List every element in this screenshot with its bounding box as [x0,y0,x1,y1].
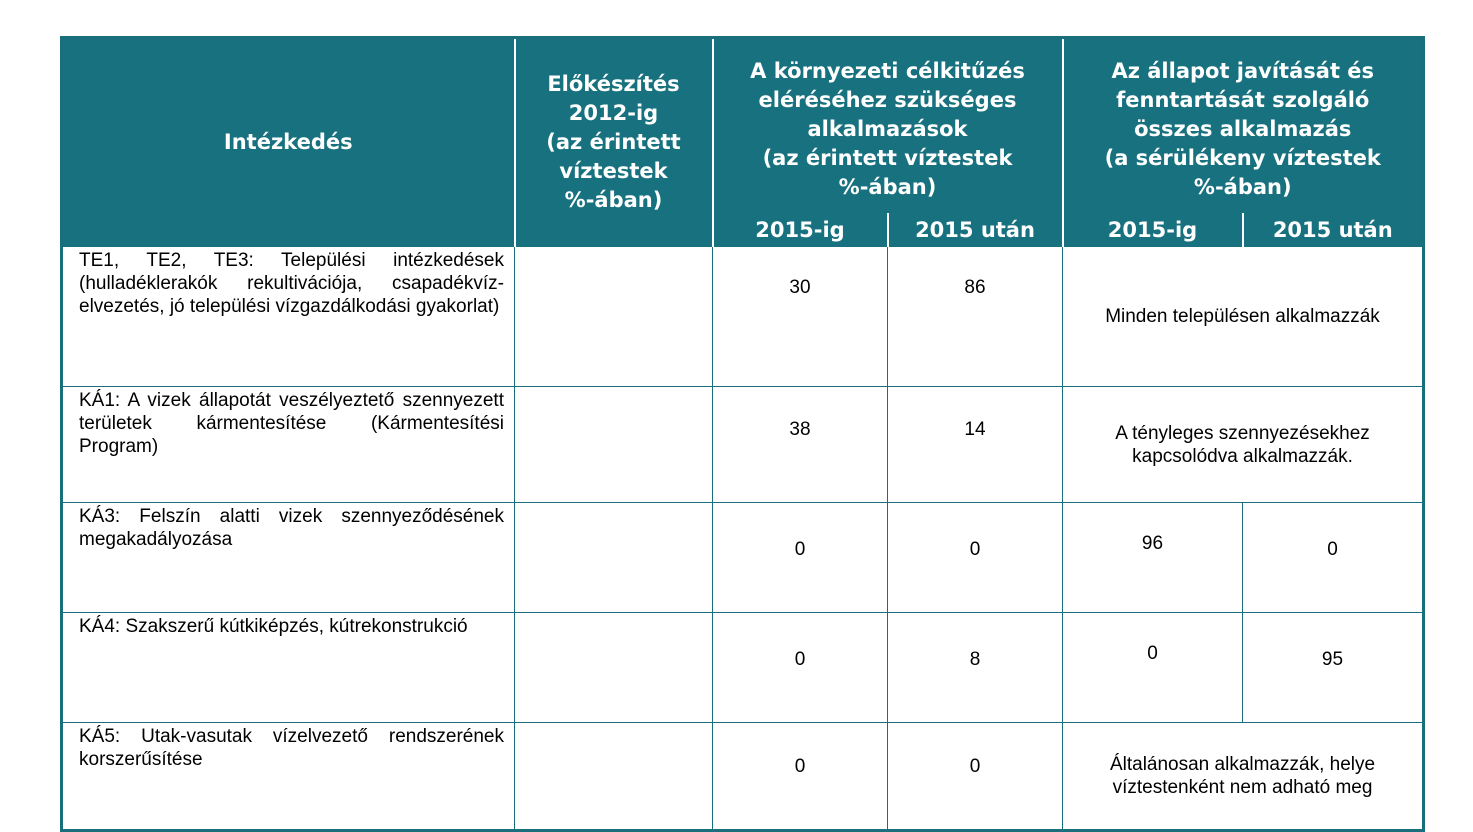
all-merged-cell: Minden településen alkalmazzák [1063,247,1424,387]
subheader-goal-after: 2015 után [888,213,1063,247]
all-merged-cell: Általánosan alkalmazzák, helye víztestenként nem adható meg [1063,723,1424,831]
all-after-cell: 0 [1243,503,1424,613]
goal-after-cell: 0 [888,503,1063,613]
all-after-cell: 95 [1243,613,1424,723]
table-row [62,247,1424,387]
prep-cell [515,387,713,503]
measure-cell: KÁ3: Felszín alatti vizek szennyeződésének megakadályozása [62,503,515,613]
subheader-goal-2015: 2015-ig [713,213,888,247]
all-merged-cell: A tényleges szennyezésekhez kapcsolódva alkalmazzák. [1063,387,1424,503]
prep-cell [515,723,713,831]
prep-cell [515,613,713,723]
header-allapot: Az állapot javítását és fenntartását szolgáló összes alkalmazás (a sérülékeny víztestek %-ában) [1063,38,1424,214]
header-elokeszites: Előkészítés 2012-ig (az érintett víztestek %-ában) [515,38,713,247]
goal-2015-cell: 0 [713,503,888,613]
header-intezkedes: Intézkedés [62,38,515,247]
prep-cell [515,247,713,387]
prep-cell [515,503,713,613]
goal-after-cell: 8 [888,613,1063,723]
subheader-all-2015: 2015-ig [1063,213,1243,247]
goal-after-cell: 86 [888,247,1063,387]
goal-after-cell: 0 [888,723,1063,831]
goal-2015-cell: 0 [713,613,888,723]
all-2015-cell: 0 [1063,613,1243,723]
table-row [62,503,1424,613]
goal-2015-cell: 0 [713,723,888,831]
goal-after-cell: 14 [888,387,1063,503]
measure-cell: KÁ1: A vizek állapotát veszélyeztető szennyezett területek kármentesítése (Kármentesítési Program) [62,387,515,503]
measure-cell: KÁ5: Utak-vasutak vízelvezető rendszerének korszerűsítése [62,723,515,831]
measure-cell: KÁ4: Szakszerű kútkiképzés, kútrekonstrukció [62,613,515,723]
goal-2015-cell: 38 [713,387,888,503]
header-celkituzes: A környezeti célkitűzés eléréséhez szükséges alkalmazások (az érintett víztestek %-ában) [713,38,1063,214]
table-row [62,723,1424,831]
all-2015-cell: 96 [1063,503,1243,613]
goal-2015-cell: 30 [713,247,888,387]
table-row [62,387,1424,503]
measure-cell: TE1, TE2, TE3: Települési intézkedések (hulladéklerakók rekultivációja, csapadékvíz-elvezetés, jó települési vízgazdálkodási gyakorlat) [62,247,515,387]
subheader-all-after: 2015 után [1243,213,1424,247]
measures-table [60,36,1425,832]
table-row [62,613,1424,723]
